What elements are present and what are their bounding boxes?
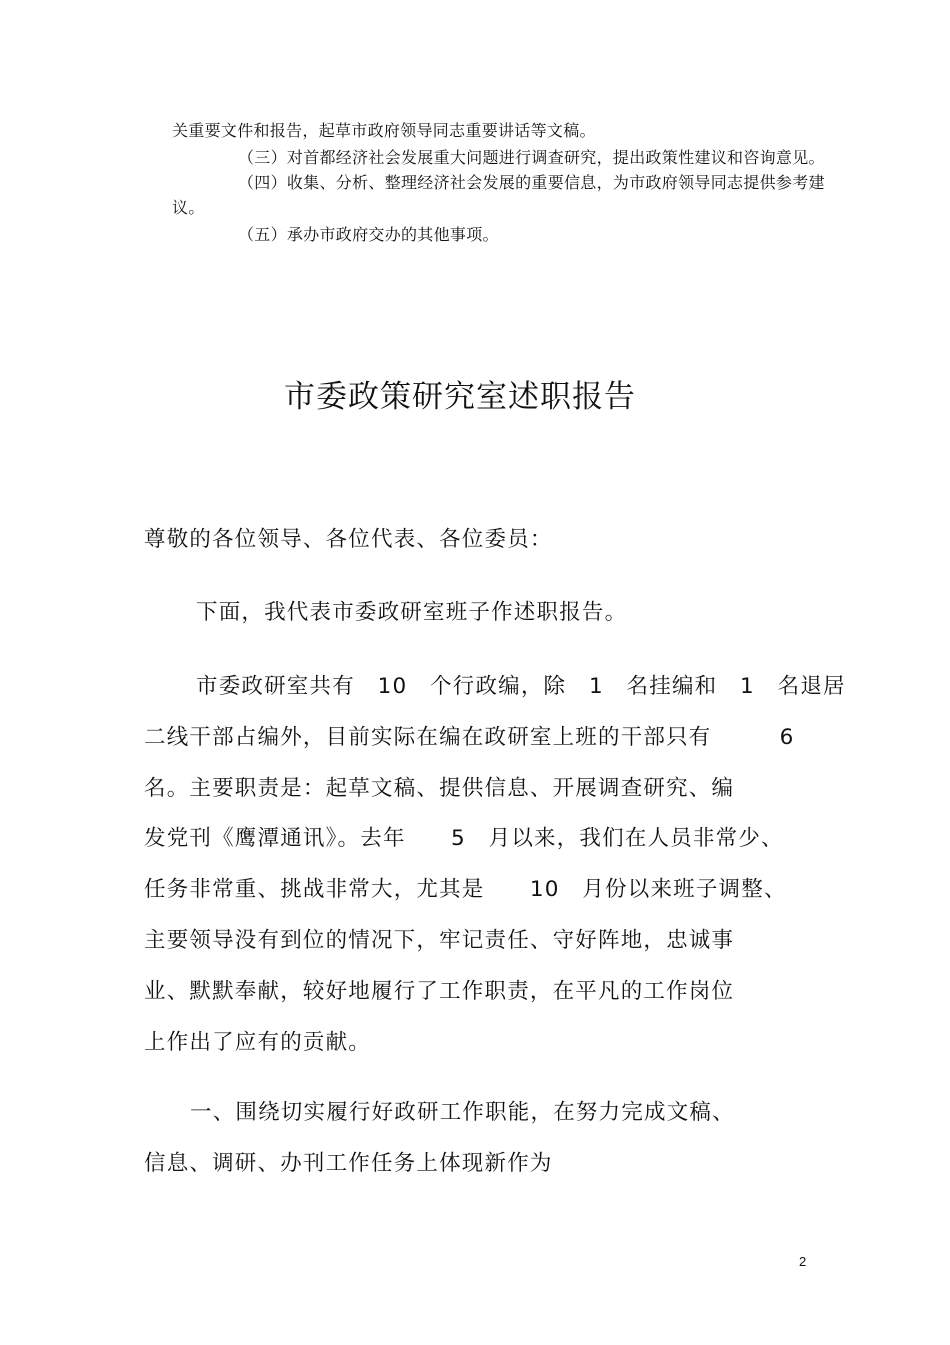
text-line: （四）收集、分析、整理经济社会发展的重要信息，为市政府领导同志提供参考建 [238,173,825,192]
salutation: 尊敬的各位领导、各位代表、各位委员： [144,527,553,552]
paragraph-line: 下面，我代表市委政研室班子作述职报告。 [196,600,628,625]
paragraph-line: 名。主要职责是：起草文稿、提供信息、开展调查研究、编 [144,776,735,801]
paragraph-line: 任务非常重、挑战非常大，尤其是 10 月份以来班子调整、 [144,877,787,902]
page-title: 市委政策研究室述职报告 [284,379,636,415]
section-heading: 信息、调研、办刊工作任务上体现新作为 [144,1151,553,1176]
paragraph-line: 二线干部占编外，目前实际在编在政研室上班的干部只有 6 [144,725,795,750]
text-line: 关重要文件和报告，起草市政府领导同志重要讲话等文稿。 [172,121,596,140]
paragraph-line: 业、默默奉献，较好地履行了工作职责，在平凡的工作岗位 [144,979,735,1004]
page-number: 2 [799,1254,807,1269]
paragraph-line: 发党刊《鹰潭通讯》。去年 5 月以来，我们在人员非常少、 [144,826,784,851]
text-line: （五）承办市政府交办的其他事项。 [238,225,499,244]
section-heading: 一、围绕切实履行好政研工作职能，在努力完成文稿、 [190,1100,735,1125]
text-line: （三）对首都经济社会发展重大问题进行调查研究，提出政策性建议和咨询意见。 [238,148,825,167]
paragraph-line: 主要领导没有到位的情况下，牢记责任、守好阵地，忠诚事 [144,928,735,953]
paragraph-line: 上作出了应有的贡献。 [144,1030,372,1055]
text-line: 议。 [172,198,205,217]
paragraph-line: 市委政研室共有 10 个行政编，除 1 名挂编和 1 名退居 [196,674,846,699]
